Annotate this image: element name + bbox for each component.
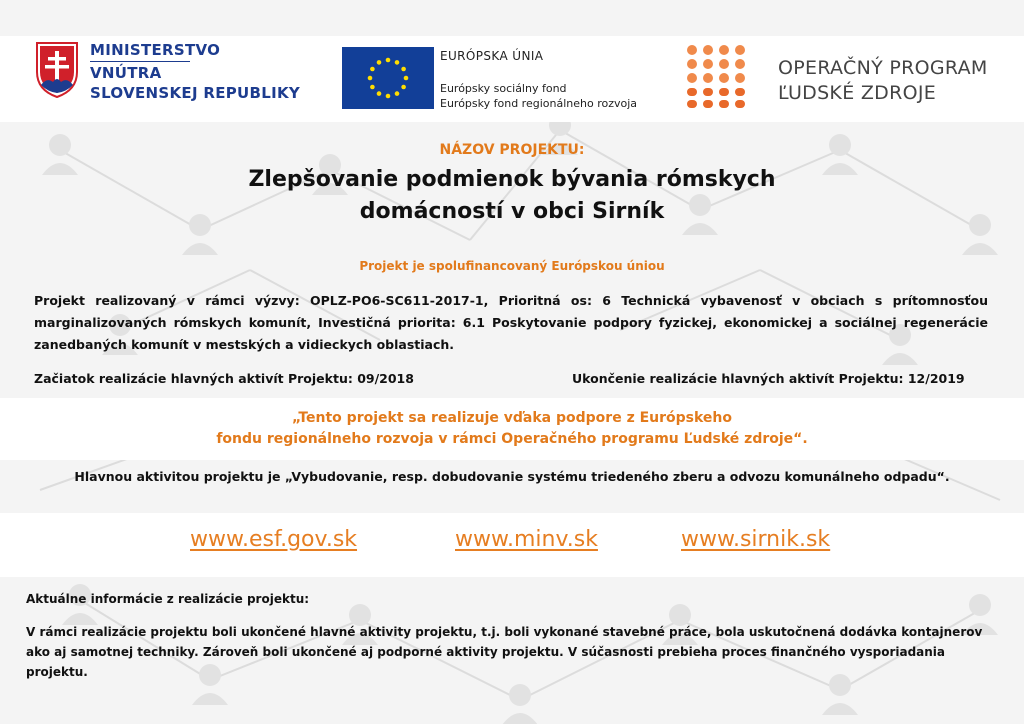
op-logo [684, 44, 1014, 116]
ministry-line2: VNÚTRA [90, 64, 162, 82]
ministry-line3: SLOVENSKEJ REPUBLIKY [90, 84, 301, 102]
project-title-line1: Zlepšovanie podmienok bývania rómskych [248, 167, 776, 192]
project-label: NÁZOV PROJEKTU: [439, 142, 585, 158]
op-line2: ĽUDSKÉ ZDROJE [778, 82, 937, 104]
project-title-line2: domácností v obci Sirník [359, 199, 665, 224]
project-description: Projekt realizovaný v rámci výzvy: OPLZ-PO6-SC611-2017-1, Prioritná os: 6 Technická vybavenosť v obciach s prítomnosťou marginalizovaných rómskych komunít, Investičná priorita: 6.1 Poskytovanie podpory fyzickej, ekonomickej a sociálnej regenerácie zanedbaných komunít v mestských a vidieckych oblastiach. [34, 293, 988, 352]
link-sirnik[interactable]: www.sirnik.sk [681, 527, 831, 552]
eu-logo [342, 47, 662, 113]
quote-line1: „Tento projekt sa realizuje vďaka podpore z Európskeho [291, 410, 733, 426]
slovak-coat-of-arms-icon [36, 42, 78, 98]
quote-line2: fondu regionálneho rozvoja v rámci Operačného programu Ľudské zdroje“. [216, 431, 808, 447]
end-date: Ukončenie realizácie hlavných aktivít Projektu: 12/2019 [572, 371, 965, 386]
ministry-divider [90, 61, 190, 62]
erdf-quote [0, 408, 1024, 450]
cofinanced-note: Projekt je spolufinancovaný Európskou úniou [359, 259, 665, 273]
ministry-line1: MINISTERSTVO [90, 41, 221, 59]
op-line1: OPERAČNÝ PROGRAM [778, 57, 988, 79]
main-activity: Hlavnou aktivitou projektu je „Vybudovanie, resp. dobudovanie systému triedeného zberu a odvozu komunálneho odpadu“. [74, 469, 950, 484]
ministry-logo [36, 40, 306, 110]
eu-title: EURÓPSKA ÚNIA [440, 49, 544, 63]
eu-fund-erdf: Európsky fond regionálneho rozvoja [440, 97, 638, 110]
link-minv[interactable]: www.minv.sk [455, 527, 598, 552]
link-esf[interactable]: www.esf.gov.sk [190, 527, 358, 552]
info-body: V rámci realizácie projektu boli ukončené hlavné aktivity projektu, t.j. boli vykonané stavebné práce, bola uskutočnená dodávka kontajnerov ako aj samotnej techniky. Zároveň boli ukončené aj podporné aktivity projektu. V súčasnosti prebieha proces finančného vysporiadania projektu. [26, 625, 983, 679]
project-title [0, 164, 1024, 228]
op-dots-logo-icon [684, 44, 748, 110]
eu-flag-icon [342, 47, 434, 109]
eu-fund-esf: Európsky sociálny fond [440, 82, 567, 95]
info-heading: Aktuálne informácie z realizácie projektu: [26, 592, 310, 606]
start-date: Začiatok realizácie hlavných aktivít Projektu: 09/2018 [34, 371, 414, 386]
